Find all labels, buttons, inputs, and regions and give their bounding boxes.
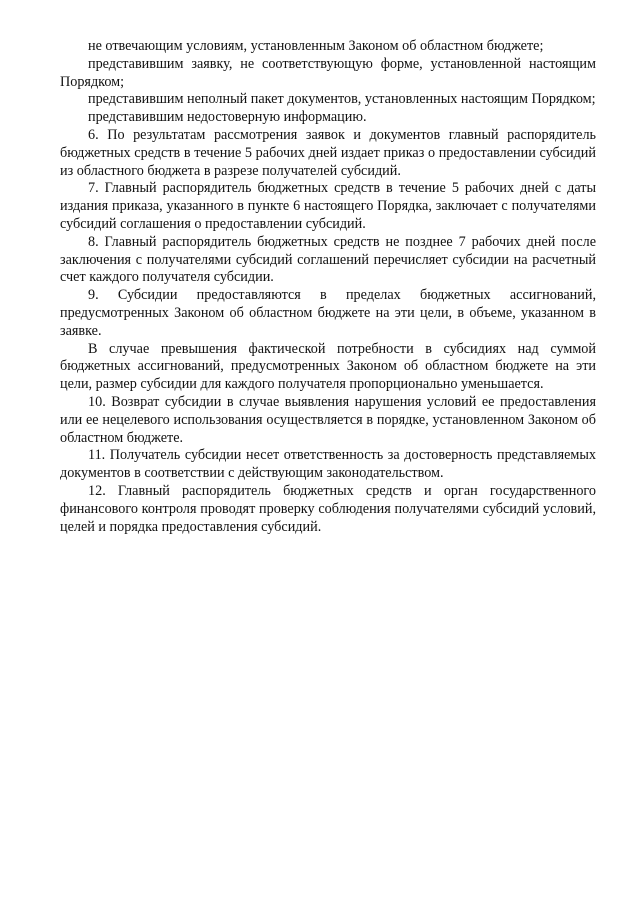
paragraph-item-9-excess: В случае превышения фактической потребности в субсидиях над суммой бюджетных ассигнований, предусмотренных Законом об областном бюджете на эти цели, размер субсидии для каждого получателя пропорционально уменьшается. [60,340,596,393]
paragraph-item-12: 12. Главный распорядитель бюджетных средств и орган государственного финансового контроля проводят проверку соблюдения получателями субсидий условий, целей и порядка предоставления субсидий. [60,482,596,535]
paragraph-condition-info: представившим недостоверную информацию. [88,109,367,126]
paragraph-item-8: 8. Главный распорядитель бюджетных средств не позднее 7 рабочих дней после заключения с получателями субсидий соглашений перечисляет субсидии на расчетный счет каждого получателя субсидии. [60,233,596,286]
paragraph-item-9: 9. Субсидии предоставляются в пределах бюджетных ассигнований, предусмотренных Законом об областном бюджете на эти цели, в объеме, указанном в заявке. [60,287,596,339]
paragraph-item-6: 6. По результатам рассмотрения заявок и документов главный распорядитель бюджетных средств в течение 5 рабочих дней издает приказ о предоставлении субсидий из областного бюджета в разрезе получателей субсидий. [60,126,596,179]
paragraph-item-10: 10. Возврат субсидии в случае выявления нарушения условий ее предоставления или ее нецелевого использования осуществляется в порядке, установленном Законом об областном бюджете. [60,393,596,446]
paragraph-condition-package: представившим неполный пакет документов, установленных настоящим Порядком; [88,91,596,108]
paragraph-item-7: 7. Главный распорядитель бюджетных средств в течение 5 рабочих дней с даты издания приказа, указанного в пункте 6 настоящего Порядка, заключает с получателями субсидий соглашения о предоставлении субсидий. [60,180,596,232]
paragraph-condition-form: представившим заявку, не соответствующую форме, установленной настоящим Порядком; [60,55,596,90]
paragraph-condition-law: не отвечающим условиям, установленным Законом об областном бюджете; [88,38,544,54]
paragraph-item-11: 11. Получатель субсидии несет ответственность за достоверность представляемых документов в соответствии с действующим законодательством. [60,447,596,482]
document-page [60,38,596,536]
